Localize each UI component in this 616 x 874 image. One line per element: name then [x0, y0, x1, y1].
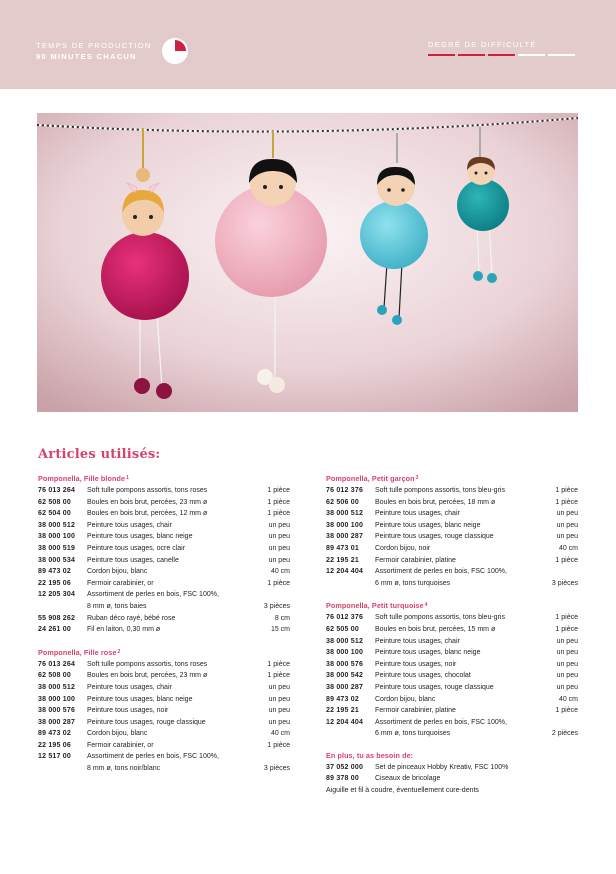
difficulty-bar — [488, 54, 515, 56]
materials-group — [38, 472, 290, 636]
article-quantity: 1 pièce — [267, 579, 290, 587]
article-code: 38 000 534 — [38, 556, 76, 564]
article-quantity: 1 pièce — [555, 625, 578, 633]
article-quantity: un peu — [556, 521, 578, 529]
article-description: Assortiment de perles en bois, FSC 100%, — [87, 753, 219, 761]
table-row — [38, 751, 290, 763]
article-description: 6 mm ø, tons turquoises — [375, 579, 451, 587]
table-row — [326, 773, 578, 785]
table-row — [38, 659, 290, 671]
article-quantity — [528, 566, 578, 578]
article-description: Fermoir carabinier, platine — [375, 707, 456, 715]
table-row — [38, 763, 290, 775]
article-quantity: 1 pièce — [267, 510, 290, 518]
article-description: Fermoir carabinier, platine — [375, 556, 456, 564]
article-quantity: 40 cm — [558, 695, 578, 703]
article-code: 38 000 512 — [38, 683, 76, 691]
article-description: Peinture tous usages, rouge classique — [375, 683, 494, 691]
article-code: 89 473 02 — [326, 695, 359, 703]
table-row — [326, 728, 578, 740]
article-description: Peinture tous usages, chair — [375, 637, 460, 645]
article-code: 38 000 100 — [38, 695, 76, 703]
table-row — [326, 624, 578, 636]
article-description: Boules en bois brut, percées, 12 mm ø — [87, 510, 208, 518]
article-quantity: 3 pièces — [263, 602, 290, 610]
article-quantity — [240, 589, 290, 601]
table-row — [326, 543, 578, 555]
table-row — [38, 670, 290, 682]
article-description: Boules en bois brut, percées, 23 mm ø — [87, 672, 208, 680]
table-row — [326, 612, 578, 624]
article-quantity — [240, 751, 290, 763]
article-description: Cordon bijou, blanc — [375, 695, 436, 703]
article-description: Set de pinceaux Hobby Kreativ, FSC 100% — [375, 763, 509, 771]
article-code: 22 195 06 — [38, 579, 71, 587]
materials-group — [326, 599, 578, 740]
article-description: Fermoir carabinier, or — [87, 579, 154, 587]
article-description: 6 mm ø, tons turquoises — [375, 730, 451, 738]
article-code: 76 013 264 — [38, 487, 76, 494]
group-title: Pomponella, Fille blonde$^1$ — [38, 474, 129, 483]
table-row — [38, 520, 290, 532]
table-row — [38, 578, 290, 590]
article-quantity: un peu — [268, 544, 290, 552]
materials-group — [326, 750, 578, 797]
article-code: 38 000 512 — [38, 521, 76, 529]
materials-group — [326, 472, 578, 589]
article-code: 12 205 304 — [38, 591, 76, 599]
article-description: Cordon bijou, blanc — [87, 568, 148, 576]
difficulty-label: DEGRÉ DE DIFFICULTÉ — [428, 40, 537, 49]
table-row — [38, 682, 290, 694]
materials-group — [38, 646, 290, 775]
table-row — [38, 613, 290, 625]
article-description: 8 mm ø, tons noir/blanc — [87, 765, 161, 773]
article-code: 62 504 00 — [38, 510, 71, 518]
article-quantity: 1 pièce — [555, 707, 578, 715]
table-row — [38, 566, 290, 578]
article-quantity: un peu — [556, 649, 578, 657]
article-code: 89 473 01 — [326, 544, 359, 552]
article-code: 38 000 512 — [326, 637, 364, 645]
table-row — [326, 636, 578, 648]
article-code: 24 261 00 — [38, 626, 71, 634]
difficulty-bar — [548, 54, 575, 56]
article-code: 38 000 287 — [326, 533, 364, 541]
extra-note: Aiguille et fil à coudre, éventuellement cure-dents — [326, 787, 479, 795]
article-code: 38 000 512 — [326, 510, 364, 518]
table-row — [326, 694, 578, 706]
article-description: Peinture tous usages, canelle — [87, 556, 179, 564]
article-description: Soft tulle pompons assortis, tons roses — [87, 660, 208, 668]
article-code: 62 505 00 — [326, 625, 359, 633]
article-quantity: 15 cm — [270, 626, 290, 634]
table-row — [326, 508, 578, 520]
article-quantity: un peu — [268, 533, 290, 541]
table-row — [326, 531, 578, 543]
article-code: 38 000 287 — [326, 683, 364, 691]
article-quantity: un peu — [268, 683, 290, 691]
article-code: 38 000 287 — [38, 718, 76, 726]
article-quantity: un peu — [268, 718, 290, 726]
article-code: 38 000 576 — [38, 707, 76, 715]
table-row — [326, 485, 578, 497]
article-description: Boules en bois brut, percées, 23 mm ø — [87, 498, 208, 506]
article-quantity — [528, 762, 578, 774]
group-title: Pomponella, Petit turquoise$^4$ — [326, 601, 428, 611]
article-quantity: 1 pièce — [555, 556, 578, 564]
table-row — [326, 578, 578, 590]
article-description: Fil en laiton, 0,30 mm ø — [87, 626, 161, 634]
table-row — [326, 520, 578, 532]
article-quantity: 1 pièce — [555, 498, 578, 506]
table-row — [38, 555, 290, 567]
article-quantity: 40 cm — [558, 544, 578, 552]
table-row — [326, 497, 578, 509]
article-code: 89 378 00 — [326, 775, 359, 783]
article-description: Ruban déco rayé, bébé rose — [87, 614, 176, 622]
header-band — [0, 0, 616, 89]
article-quantity: 1 pièce — [555, 614, 578, 622]
article-code: 12 517 00 — [38, 753, 71, 761]
article-description: Boules en bois brut, percées, 15 mm ø — [375, 625, 496, 633]
group-title: Pomponella, Petit garçon$^3$ — [326, 474, 419, 483]
article-quantity: 8 cm — [274, 614, 290, 622]
article-quantity — [528, 773, 578, 785]
article-code: 38 000 519 — [38, 544, 76, 552]
table-row — [38, 705, 290, 717]
article-code: 38 000 542 — [326, 672, 364, 680]
article-code: 76 012 376 — [326, 614, 364, 622]
section-title: Articles utilisés: — [38, 447, 161, 462]
article-code: 62 508 00 — [38, 498, 71, 506]
article-quantity: 40 cm — [270, 568, 290, 576]
article-code: 76 012 376 — [326, 487, 364, 494]
table-row — [326, 555, 578, 567]
table-row — [38, 728, 290, 740]
article-description: Assortiment de perles en bois, FSC 100%, — [87, 591, 219, 599]
article-quantity: un peu — [268, 707, 290, 715]
article-description: Soft tulle pompons assortis, tons bleu-gris — [375, 614, 505, 622]
table-row — [326, 659, 578, 671]
article-description: Cordon bijou, noir — [375, 544, 431, 552]
article-quantity: un peu — [556, 660, 578, 668]
article-code: 38 000 100 — [38, 533, 76, 541]
production-label: TEMPS DE PRODUCTION — [36, 41, 152, 50]
production-time — [36, 40, 152, 62]
table-row — [326, 647, 578, 659]
article-description: Peinture tous usages, rouge classique — [87, 718, 206, 726]
article-quantity: 3 pièces — [263, 765, 290, 773]
table-row — [38, 589, 290, 601]
article-description: Assortiment de perles en bois, FSC 100%, — [375, 568, 507, 576]
table-row — [326, 682, 578, 694]
difficulty-bar — [518, 54, 545, 56]
article-description: Peinture tous usages, blanc neige — [87, 533, 193, 541]
table-row — [38, 485, 290, 497]
difficulty-bar — [458, 54, 485, 56]
table-row — [326, 670, 578, 682]
article-code: 12 204 404 — [326, 718, 364, 726]
article-quantity: un peu — [268, 556, 290, 564]
article-quantity: un peu — [556, 533, 578, 541]
article-code: 22 195 06 — [38, 741, 71, 749]
table-row — [38, 543, 290, 555]
table-row — [326, 566, 578, 578]
article-description: Peinture tous usages, blanc neige — [375, 649, 481, 657]
materials-column-right — [326, 472, 578, 807]
article-code: 22 195 21 — [326, 556, 359, 564]
article-quantity: un peu — [556, 672, 578, 680]
article-code: 38 000 100 — [326, 649, 364, 657]
group-title: Pomponella, Fille rose$^2$ — [38, 647, 121, 657]
table-row — [38, 740, 290, 752]
article-quantity: 2 pièces — [551, 730, 578, 738]
article-description: Peinture tous usages, chair — [375, 510, 460, 518]
article-description: Peinture tous usages, blanc neige — [87, 695, 193, 703]
article-quantity: un peu — [268, 695, 290, 703]
article-description: Peinture tous usages, blanc neige — [375, 521, 481, 529]
article-description: Fermoir carabinier, or — [87, 741, 154, 749]
article-quantity — [528, 717, 578, 729]
article-quantity: 1 pièce — [267, 741, 290, 749]
article-description: Assortiment de perles en bois, FSC 100%, — [375, 718, 507, 726]
table-row — [38, 694, 290, 706]
article-description: Ciseaux de bricolage — [375, 775, 441, 783]
article-code: 62 508 00 — [38, 672, 71, 680]
table-row — [326, 705, 578, 717]
article-code: 37 052 000 — [326, 763, 364, 771]
article-description: Peinture tous usages, chair — [87, 521, 172, 529]
article-code: 62 506 00 — [326, 498, 359, 506]
article-description: Soft tulle pompons assortis, tons bleu-gris — [375, 487, 505, 494]
article-description: Peinture tous usages, rouge classique — [375, 533, 494, 541]
article-quantity: un peu — [556, 683, 578, 691]
article-quantity: un peu — [556, 510, 578, 518]
article-code: 22 195 21 — [326, 707, 359, 715]
article-code: 38 000 100 — [326, 521, 364, 529]
difficulty-bar — [428, 54, 455, 56]
article-description: Boules en bois brut, percées, 18 mm ø — [375, 498, 496, 506]
article-quantity: 1 pièce — [555, 487, 578, 494]
article-quantity: un peu — [268, 521, 290, 529]
table-row — [326, 762, 578, 774]
production-value: 90 MINUTES CHACUN — [36, 52, 137, 61]
materials-column-left — [38, 472, 290, 785]
article-description: Peinture tous usages, chair — [87, 683, 172, 691]
table-row — [38, 601, 290, 613]
article-quantity: 40 cm — [270, 730, 290, 738]
article-quantity: 1 pièce — [267, 672, 290, 680]
article-quantity: 1 pièce — [267, 498, 290, 506]
article-code: 89 473 02 — [38, 730, 71, 738]
article-code: 76 013 264 — [38, 660, 76, 668]
article-description: Cordon bijou, blanc — [87, 730, 148, 738]
table-row — [38, 624, 290, 636]
pompom-dolls-photo — [37, 113, 578, 412]
article-quantity: un peu — [556, 637, 578, 645]
article-quantity: 3 pièces — [551, 579, 578, 587]
table-row — [38, 508, 290, 520]
table-row — [38, 531, 290, 543]
article-code: 12 204 404 — [326, 568, 364, 576]
table-row — [38, 497, 290, 509]
article-description: Peinture tous usages, ocre clair — [87, 544, 186, 552]
table-row — [326, 717, 578, 729]
group-title: En plus, tu as besoin de: — [326, 750, 414, 760]
article-description: Peinture tous usages, noir — [375, 660, 457, 668]
article-quantity: 1 pièce — [267, 660, 290, 668]
article-code: 89 473 02 — [38, 568, 71, 576]
article-description: Peinture tous usages, noir — [87, 707, 169, 715]
clock-icon — [162, 38, 188, 64]
article-description: 8 mm ø, tons baies — [87, 602, 147, 610]
article-description: Soft tulle pompons assortis, tons roses — [87, 487, 208, 494]
table-row — [38, 717, 290, 729]
article-quantity: 1 pièce — [267, 487, 290, 494]
article-code: 55 908 262 — [38, 614, 76, 622]
article-description: Peinture tous usages, chocolat — [375, 672, 471, 680]
article-code: 38 000 576 — [326, 660, 364, 668]
